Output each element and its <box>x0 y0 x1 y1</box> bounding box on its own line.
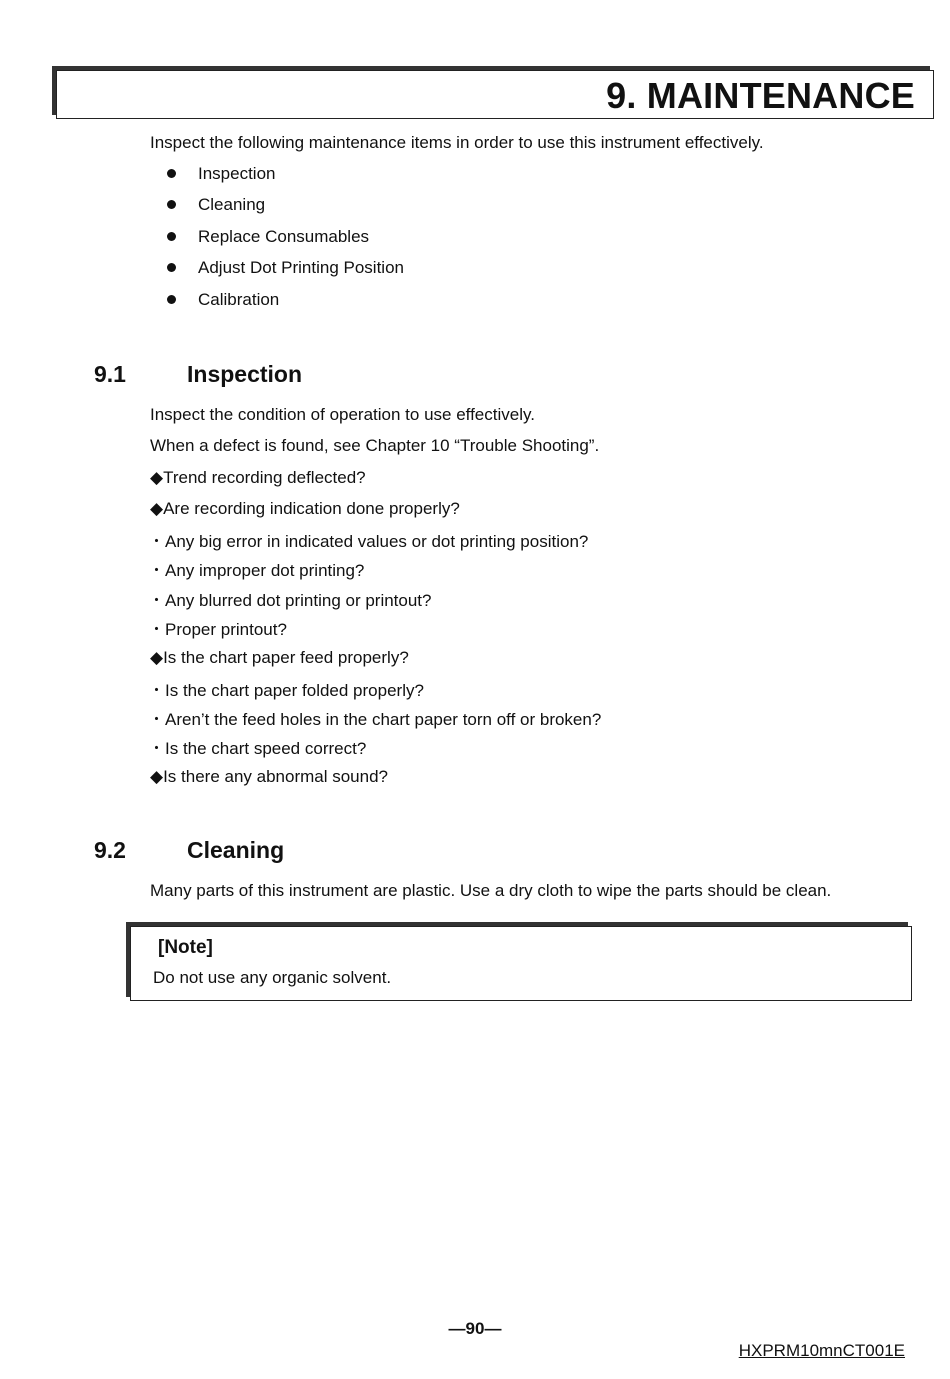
inspection-question: ◆Is there any abnormal sound? <box>150 767 388 786</box>
inspection-question: ◆Are recording indication done properly? <box>150 499 460 518</box>
note-box <box>130 926 912 1001</box>
maintenance-items-list <box>167 163 404 320</box>
section-number: 9.2 <box>94 837 126 863</box>
cleaning-text: Many parts of this instrument are plastic. Use a dry cloth to wipe the parts should be clean. <box>150 881 832 900</box>
inspection-line: Inspect the condition of operation to use effectively. <box>150 405 535 424</box>
inspection-line: When a defect is found, see Chapter 10 “Trouble Shooting”. <box>150 436 600 455</box>
chapter-header <box>56 70 934 119</box>
bullet-icon <box>167 295 176 304</box>
document-code: HXPRM10mnCT001E <box>738 1341 905 1360</box>
inspection-subitem: ・Any improper dot printing? <box>148 561 365 580</box>
inspection-question: ◆Is the chart paper feed properly? <box>150 648 409 667</box>
chapter-title: 9. MAINTENANCE <box>606 75 915 116</box>
list-item: Inspection <box>167 163 404 194</box>
note-title: [Note] <box>158 937 213 958</box>
inspection-subitem: ・Is the chart speed correct? <box>148 739 367 758</box>
inspection-question: ◆Trend recording deflected? <box>150 468 366 487</box>
section-title: Cleaning <box>187 837 285 863</box>
inspection-subitem: ・Any blurred dot printing or printout? <box>148 591 432 610</box>
note-text: Do not use any organic solvent. <box>153 968 392 987</box>
page-number: —90— <box>448 1319 502 1338</box>
bullet-icon <box>167 263 176 272</box>
section-title: Inspection <box>187 361 303 387</box>
inspection-subitem: ・Aren’t the feed holes in the chart paper torn off or broken? <box>148 710 602 729</box>
intro-text: Inspect the following maintenance items in order to use this instrument effectively. <box>150 133 764 152</box>
bullet-icon <box>167 232 176 241</box>
section-number: 9.1 <box>94 361 126 387</box>
bullet-icon <box>167 169 176 178</box>
inspection-subitem: ・Is the chart paper folded properly? <box>148 681 424 700</box>
list-item: Cleaning <box>167 194 404 225</box>
inspection-subitem: ・Any big error in indicated values or dot printing position? <box>148 532 589 551</box>
list-item: Adjust Dot Printing Position <box>167 257 404 288</box>
list-item: Calibration <box>167 289 404 320</box>
bullet-icon <box>167 200 176 209</box>
list-item: Replace Consumables <box>167 226 404 257</box>
inspection-subitem: ・Proper printout? <box>148 620 287 639</box>
